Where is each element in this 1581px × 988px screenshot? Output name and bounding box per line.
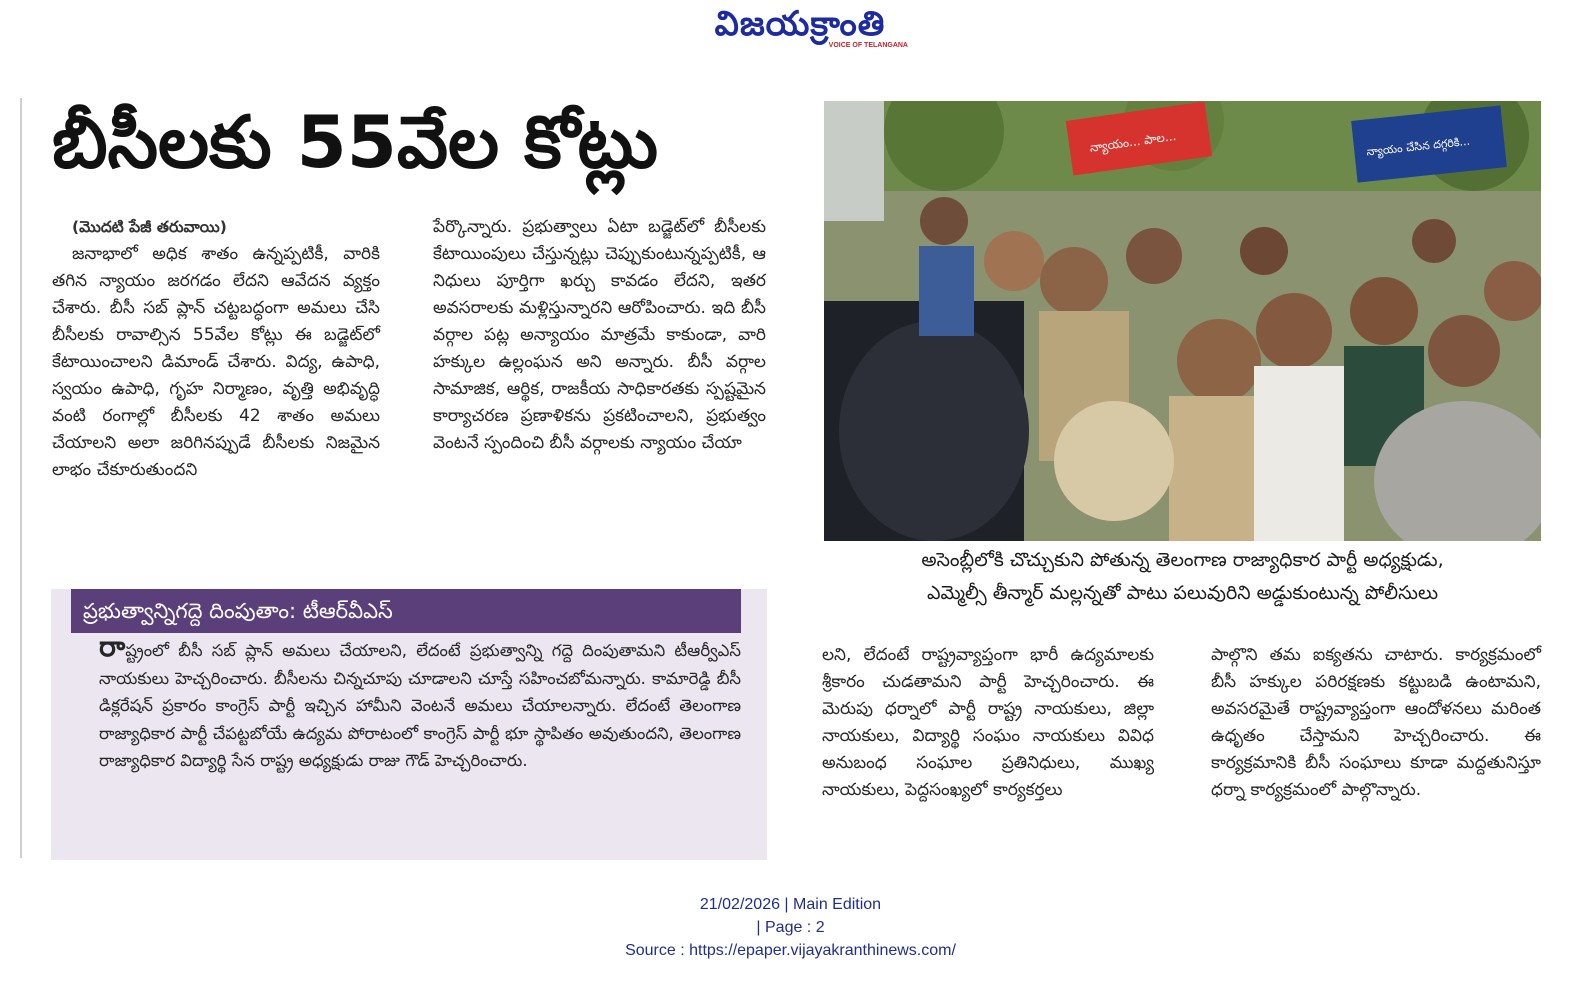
- column-2-text: పేర్కొన్నారు. ప్రభుత్వాలు ఏటా బడ్జెట్‌లో బీసీలకు కేటాయింపులు చేస్తున్నట్లు చెప్పుకుంటున్నప్పటికీ, ఆ నిధులు పూర్తిగా ఖర్చు కావడం లేదని, ఇతర అవసరాలకు మళ్లిస్తున్నారని ఆరోపించారు. ఇది బీసీ వర్గాల పట్ల అన్యాయం మాత్రమే కాకుండా, వారి హక్కుల ఉల్లంఘన అని అన్నారు. బీసీ వర్గాల సామాజిక, ఆర్థిక, రాజకీయ సాధికారతకు స్పష్టమైన కార్యాచరణ ప్రణాళికను ప్రకటించాలని, ప్రభుత్వం వెంటనే స్పందించి బీసీ వర్గాలకు న్యాయం చేయా: [433, 217, 766, 453]
- logo-text: విజయక్రాంతి: [714, 4, 886, 44]
- column-1-text: జనాభాలో అధిక శాతం ఉన్నప్పటికీ, వారికి తగిన న్యాయం జరగడం లేదని ఆవేదన వ్యక్తం చేశారు. బీసీ సబ్ ప్లాన్ చట్టబద్ధంగా అమలు చేసి బీసీలకు రావాల్సిన 55వేల కోట్లు ఈ బడ్జెట్‌లో కేటాయించాలని డిమాండ్ చేశారు. విద్య, ఉపాధి, స్వయం ఉపాధి, గృహ నిర్మాణం, వృత్తి అభివృద్ధి వంటి రంగాల్లో బీసీలకు 42 శాతం అమలు చేయాలని అలా జరిగినప్పుడే బీసీలకు నిజమైన లాభం చేకూరుతుందని: [52, 244, 380, 480]
- article-column-2: [433, 214, 766, 457]
- sidebar-box-body: ష్ట్రంలో బీసీ సబ్ ప్లాన్ అమలు చేయాలని, లేదంటే ప్రభుత్వాన్ని గద్దె దింపుతామని టీఆర్వీఎస్ నాయకులు హెచ్చరించారు. బీసీలను చిన్నచూపు చూడాలని చూస్తే సహించబోమన్నారు. కామారెడ్డి బీసీ డిక్లరేషన్ ప్రకారం కాంగ్రెస్ పార్టీ ఇచ్చిన హామీని వెంటనే అమలు చేయాలన్నారు. లేదంటే తెలంగాణ రాజ్యాధికార పార్టీ చేపట్టబోయే ఉద్యమ పోరాటంలో కాంగ్రెస్ పార్టీ భూ స్థాపితం అవుతుందని, తెలంగాణ రాజ్యాధికార విద్యార్థి సేన రాష్ట్ర అధ్యక్షుడు రాజు గౌడ్ హెచ్చరించారు.: [99, 641, 741, 770]
- column-3-text: లని, లేదంటే రాష్ట్రవ్యాప్తంగా భారీ ఉద్యమాలకు శ్రీకారం చుడతామని పార్టీ హెచ్చరించారు. ఈ మెరుపు ధర్నాలో పార్టీ రాష్ట్ర నాయకులు, జిల్లా నాయకులు, విద్యార్థి సంఘం నాయకులు వివిధ అనుబంధ సంఘాల ప్రతినిధులు, ముఖ్య నాయకులు, పెద్దసంఖ్యలో కార్యకర్తలు: [822, 645, 1154, 800]
- caption-line-1: అసెంబ్లీలోకి చొచ్చుకుని పోతున్న తెలంగాణ రాజ్యాధికార పార్టీ అధ్యక్షుడు,: [921, 549, 1444, 571]
- footer-source-link[interactable]: Source : https://epaper.vijayakranthinews.com/: [625, 942, 956, 959]
- sidebar-dropcap: రా: [99, 630, 126, 663]
- column-4-text: పాల్గొని తమ ఐక్యతను చాటారు. కార్యక్రమంలో బీసీ హక్కుల పరిరక్షణకు కట్టుబడి ఉంటామని, అవసరమైతే రాష్ట్రవ్యాప్తంగా ఆందోళనలు మరింత ఉధృతం చేస్తామని హెచ్చరించారు. ఈ కార్యక్రమానికి బీసీ సంఘాలు కూడా మద్దతునిస్తూ ధర్నా కార్యక్రమంలో పాల్గొన్నారు.: [1211, 645, 1541, 800]
- masthead: [0, 0, 1581, 60]
- article-column-1: [52, 214, 380, 484]
- clipping-border: [20, 98, 22, 858]
- protest-photo-illustration: [824, 101, 1541, 541]
- article-column-4: [1211, 642, 1541, 804]
- footer-page-number: | Page : 2: [756, 919, 825, 936]
- news-photo: [824, 101, 1541, 541]
- newspaper-logo[interactable]: [680, 4, 920, 50]
- logo-tagline: VOICE OF TELANGANA: [828, 42, 908, 49]
- article-headline: బీసీలకు 55వేల కోట్లు: [52, 100, 659, 184]
- page-footer: [0, 893, 1581, 962]
- protest-sign-2: న్యాయం చేసిన దగ్గరికి...: [1365, 134, 1471, 159]
- sidebar-box-title: ప్రభుత్వాన్నిగద్దె దింపుతాం: టీఆర్‌వీఎస్: [71, 589, 741, 633]
- caption-line-2: ఎమ్మెల్సీ తీన్మార్ మల్లన్నతో పాటు పలువురిని అడ్డుకుంటున్న పోలీసులు: [926, 582, 1439, 604]
- article-column-3: [822, 642, 1154, 804]
- footer-date-edition: 21/02/2026 | Main Edition: [699, 896, 882, 913]
- continued-from-label: (మొదటి పేజీ తరువాయి): [72, 218, 227, 236]
- sidebar-box-text: [99, 630, 741, 775]
- photo-caption: [824, 544, 1541, 610]
- protest-sign-1: న్యాయం... పాల...: [1088, 128, 1177, 155]
- sidebar-box: [51, 589, 767, 860]
